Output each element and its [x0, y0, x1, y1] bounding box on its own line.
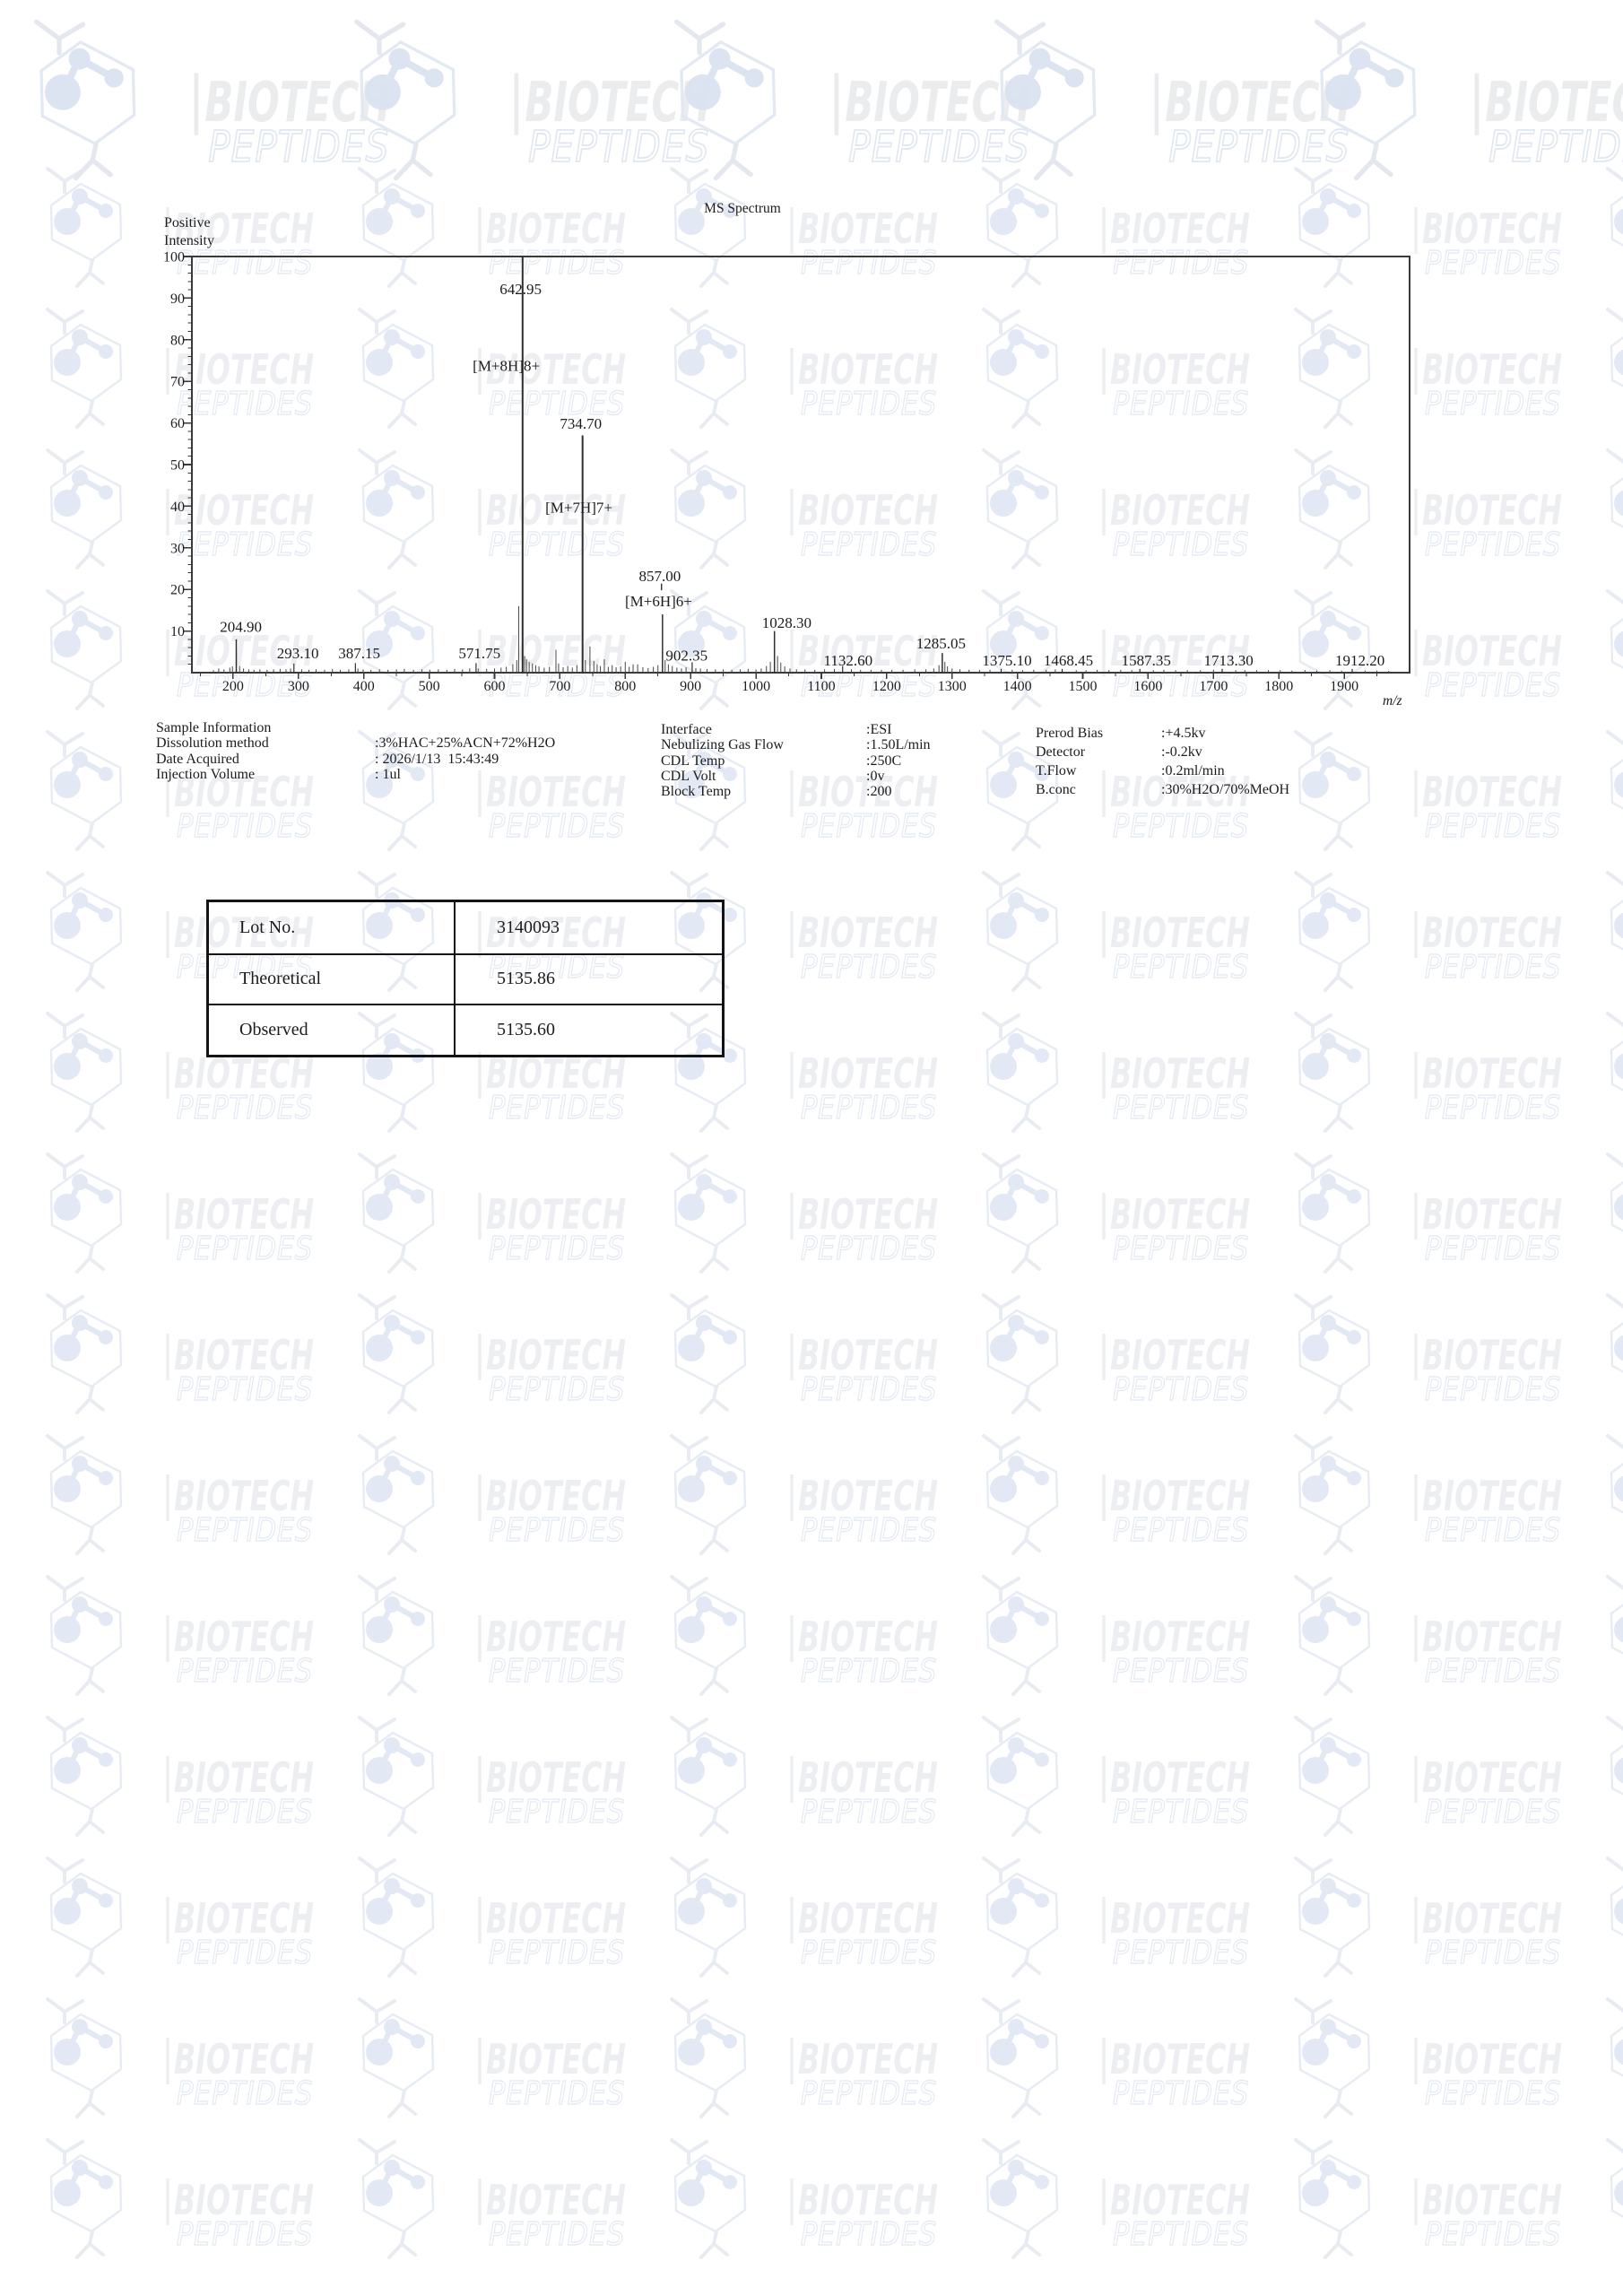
info-row-b-conc — [1036, 780, 1289, 799]
watermark-logo — [1296, 1436, 1562, 1553]
watermark-logo — [672, 1436, 938, 1553]
info-label: Block Temp — [661, 784, 732, 800]
info-row-cdl-temp — [661, 753, 931, 769]
peak-label: 734.70 — [560, 415, 603, 433]
watermark-logo — [1296, 1577, 1562, 1694]
info-row-dissolution-method — [156, 735, 555, 751]
info-value: :30%H2O/70%MeOH — [1161, 782, 1290, 797]
x-axis — [200, 673, 1376, 694]
watermark-logo — [1608, 1436, 1623, 1553]
y-tick-label: 10 — [170, 624, 185, 640]
watermark-logo — [672, 1858, 938, 1976]
x-tick-label: 800 — [614, 679, 637, 694]
watermark-logo — [48, 1999, 314, 2117]
info-label: Injection Volume — [156, 766, 256, 782]
info-value: :250C — [866, 752, 902, 769]
y-axis-title — [164, 214, 214, 250]
peak-label: 1587.35 — [1121, 652, 1171, 670]
table-cell-theoretical-value: 5135.86 — [456, 953, 722, 1004]
peak-label: 204.90 — [220, 618, 263, 636]
peak-label: [M+7H]7+ — [545, 499, 612, 517]
info-value: :3%HAC+25%ACN+72%H2O — [375, 735, 556, 752]
x-tick-label: 1800 — [1264, 679, 1294, 694]
table-cell-observed-label: Observed — [209, 1004, 456, 1055]
watermark-logo — [1296, 1154, 1562, 1272]
watermark-logo — [360, 1577, 626, 1694]
info-value: :0.2ml/min — [1161, 763, 1225, 778]
peak-label: 857.00 — [638, 567, 681, 585]
y-tick-label: 100 — [163, 249, 185, 265]
sample-information-block — [156, 720, 555, 782]
interface-block — [661, 722, 931, 799]
info-row-injection-volume — [156, 767, 555, 782]
info-value: :1.50L/min — [866, 737, 931, 753]
info-row-detector — [1036, 743, 1289, 761]
x-tick-label: 400 — [352, 679, 375, 694]
watermark-logo — [1608, 873, 1623, 990]
peak-label: 1028.30 — [761, 613, 812, 631]
y-axis-title-line2: Intensity — [164, 233, 214, 248]
info-label: CDL Temp — [661, 752, 725, 769]
watermark-logo — [48, 1295, 314, 1413]
ms-spectrum-chart — [0, 0, 1623, 807]
info-row-prerod-bias — [1036, 724, 1289, 743]
x-tick-label: 1500 — [1068, 679, 1098, 694]
watermark-logo — [360, 1154, 626, 1272]
sample-information-heading-text: Sample Information — [156, 720, 272, 735]
watermark-logo — [984, 1013, 1250, 1131]
watermark-logo — [360, 1295, 626, 1413]
watermark-logo — [1296, 1999, 1562, 2117]
peak-label: 1468.45 — [1043, 652, 1094, 670]
info-label: Prerod Bias — [1036, 726, 1104, 741]
info-value: : 2026/1/13 15:43:49 — [375, 751, 499, 767]
watermark-logo — [1296, 1858, 1562, 1976]
info-row-nebulizing-gas-flow — [661, 737, 931, 752]
watermark-logo — [1296, 2140, 1562, 2257]
x-tick-label: 200 — [221, 679, 244, 694]
peak-label: 642.95 — [499, 280, 542, 298]
info-label: B.conc — [1036, 782, 1076, 797]
info-label: Interface — [661, 722, 712, 737]
watermark-logo — [1608, 1577, 1623, 1694]
y-tick-label: 60 — [170, 416, 185, 432]
watermark-logo — [984, 1436, 1250, 1553]
peak-label: 293.10 — [276, 645, 319, 663]
info-row-t-flow — [1036, 761, 1289, 780]
watermark-logo — [984, 1295, 1250, 1413]
watermark-logo — [48, 2140, 314, 2257]
x-tick-label: 500 — [418, 679, 440, 694]
watermark-logo — [984, 1154, 1250, 1272]
watermark-logo — [984, 1999, 1250, 2117]
watermark-logo — [672, 1718, 938, 1835]
x-tick-label: 1300 — [937, 679, 967, 694]
x-tick-label: 700 — [549, 679, 571, 694]
info-value: : 1ul — [375, 766, 401, 782]
peak-label: [M+6H]6+ — [625, 592, 692, 610]
watermark-logo — [360, 1718, 626, 1835]
y-axis-title-line1: Positive — [164, 215, 211, 230]
x-axis-title: m/z — [1383, 693, 1402, 709]
y-axis — [163, 250, 192, 665]
watermark-logo — [360, 1999, 626, 2117]
info-label: Dissolution method — [156, 735, 269, 752]
info-row-block-temp — [661, 784, 931, 799]
info-value: :200 — [866, 784, 892, 800]
peak-label: [M+8H]8+ — [473, 357, 541, 375]
x-tick-label: 1000 — [742, 679, 771, 694]
info-value: :0v — [866, 768, 885, 784]
x-tick-label: 1400 — [1002, 679, 1032, 694]
peak-labels — [220, 281, 1384, 669]
watermark-layer: BIOTECH — [0, 0, 1623, 2296]
chart-title: MS Spectrum — [704, 201, 781, 216]
watermark-logo — [48, 1718, 314, 1835]
watermark-logo — [672, 1999, 938, 2117]
x-tick-label: 1700 — [1199, 679, 1228, 694]
table-cell-lot-no-value: 3140093 — [497, 917, 560, 937]
watermark-logo — [672, 1295, 938, 1413]
watermark-logo — [360, 2140, 626, 2257]
watermark-logo — [48, 1577, 314, 1694]
results-table — [206, 900, 725, 1057]
peak-label: 902.35 — [665, 647, 708, 665]
info-label: Detector — [1036, 744, 1086, 760]
peaks — [236, 257, 1352, 673]
x-tick-label: 1600 — [1133, 679, 1163, 694]
y-tick-label: 80 — [170, 333, 185, 349]
watermark-logo — [984, 1858, 1250, 1976]
y-tick-label: 50 — [170, 457, 185, 474]
info-label: T.Flow — [1036, 763, 1077, 778]
info-row-interface — [661, 722, 931, 737]
peak-label: 1713.30 — [1203, 652, 1254, 670]
table-cell-observed-value: 5135.60 — [456, 1004, 722, 1055]
info-label: CDL Volt — [661, 768, 716, 784]
instrument-block — [1036, 724, 1289, 799]
peak-label: 571.75 — [458, 645, 501, 663]
info-row-cdl-volt — [661, 769, 931, 784]
info-value: :ESI — [866, 722, 892, 737]
watermark-logo — [1296, 1295, 1562, 1413]
y-tick-label: 90 — [170, 291, 185, 307]
x-tick-label: 600 — [483, 679, 506, 694]
watermark-logo — [360, 1858, 626, 1976]
watermark-logo — [1608, 2140, 1623, 2257]
watermark-logo — [1608, 1295, 1623, 1413]
watermark-logo — [672, 2140, 938, 2257]
watermark-logo — [360, 1436, 626, 1553]
watermark-logo — [48, 1154, 314, 1272]
peak-label: 1285.05 — [916, 635, 966, 653]
peak-label: 387.15 — [338, 645, 380, 663]
table-cell-theoretical-label: Theoretical — [209, 953, 456, 1004]
x-tick-label: 1100 — [807, 679, 836, 694]
watermark-logo — [48, 1436, 314, 1553]
y-tick-label: 30 — [170, 541, 185, 557]
plot-border — [192, 257, 1410, 673]
x-tick-label: 1900 — [1330, 679, 1359, 694]
peak-label: 1375.10 — [982, 652, 1032, 670]
y-tick-label: 20 — [170, 582, 185, 598]
watermark-logo — [1296, 1718, 1562, 1835]
watermark-logo — [984, 873, 1250, 990]
watermark-logo — [1296, 873, 1562, 990]
y-tick-label: 70 — [170, 374, 185, 390]
watermark-logo — [672, 1154, 938, 1272]
watermark-logo — [1296, 1013, 1562, 1131]
watermark-logo — [1608, 1013, 1623, 1131]
watermark-logo — [1608, 1718, 1623, 1835]
watermark-logo — [1608, 1154, 1623, 1272]
watermark-logo — [1608, 1858, 1623, 1976]
info-value: :-0.2kv — [1161, 744, 1202, 760]
peak-label: 1912.20 — [1334, 652, 1385, 670]
watermark-logo — [1608, 1999, 1623, 2117]
watermark-logo — [984, 1718, 1250, 1835]
x-tick-label: 900 — [680, 679, 702, 694]
y-tick-label: 40 — [170, 499, 185, 515]
x-tick-label: 1200 — [872, 679, 901, 694]
info-value: :+4.5kv — [1161, 726, 1206, 741]
x-tick-label: 300 — [287, 679, 309, 694]
watermark-logo — [672, 1577, 938, 1694]
info-label: Date Acquired — [156, 751, 239, 767]
peak-label: 1132.60 — [823, 652, 873, 670]
table-cell-lot-no-label: Lot No. — [209, 902, 456, 953]
watermark-logo — [48, 1858, 314, 1976]
sample-information-heading — [156, 720, 555, 735]
info-row-date-acquired — [156, 752, 555, 767]
info-label: Nebulizing Gas Flow — [661, 737, 784, 753]
watermark-logo — [984, 1577, 1250, 1694]
watermark-logo — [984, 2140, 1250, 2257]
